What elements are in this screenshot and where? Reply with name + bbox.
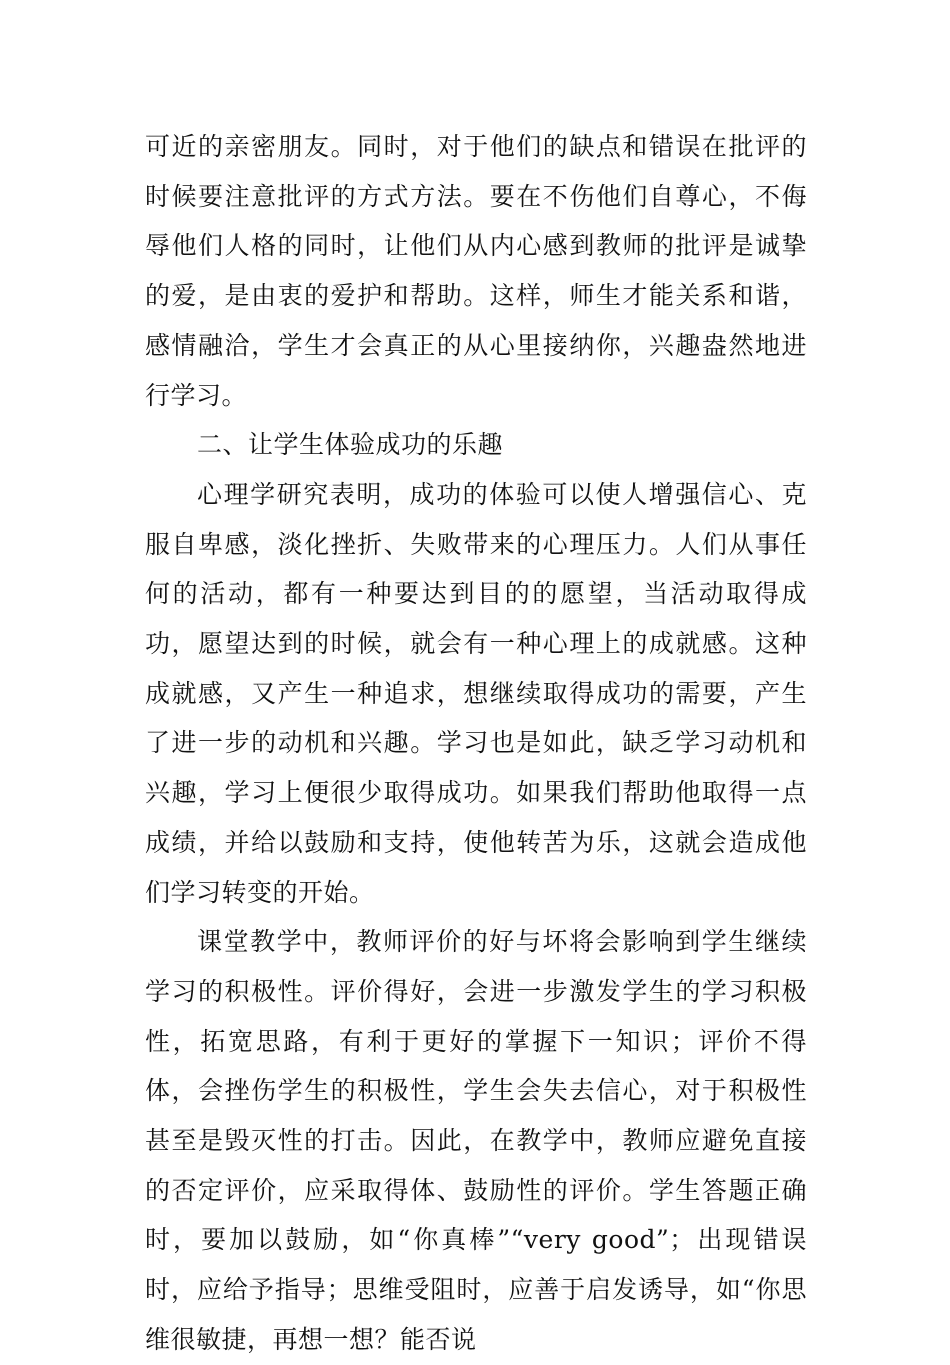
paragraph-classroom-evaluation: 课堂教学中，教师评价的好与坏将会影响到学生继续学习的积极性。评价得好，会进一步激发学生的学习积极性，拓宽思路，有利于更好的掌握下一知识；评价不得体，会挫伤学生的积极性，学生会失去信心，对于积极性甚至是毁灭性的打击。因此，在教学中，教师应避免直接的否定评价，应采取得体、鼓励性的评价。学生答题正确时，要加以鼓励，如“你真棒”“very good”；出现错误时，应给予指导；思维受阻时，应善于启发诱导，如“你思维很敏捷，再想一想？能否说 [145, 927, 807, 1354]
paragraph-continuation: 可近的亲密朋友。同时，对于他们的缺点和错误在批评的时候要注意批评的方式方法。要在不伤他们自尊心，不侮辱他们人格的同时，让他们从内心感到教师的批评是诚挚的爱，是由衷的爱护和帮助。这样，师生才能关系和谐，感情融洽，学生才会真正的从心里接纳你，兴趣盎然地进行学习。 [145, 132, 807, 410]
paragraph-success-experience: 心理学研究表明，成功的体验可以使人增强信心、克服自卑感，淡化挫折、失败带来的心理压力。人们从事任何的活动，都有一种要达到目的的愿望，当活动取得成功，愿望达到的时候，就会有一种心理上的成就感。这种成就感，又产生一种追求，想继续取得成功的需要，产生了进一步的动机和兴趣。学习也是如此，缺乏学习动机和兴趣，学习上便很少取得成功。如果我们帮助他取得一点成绩，并给以鼓励和支持，使他转苦为乐，这就会造成他们学习转变的开始。 [145, 479, 807, 907]
document-page [145, 122, 807, 1365]
section-heading: 二、让学生体验成功的乐趣 [197, 430, 504, 460]
